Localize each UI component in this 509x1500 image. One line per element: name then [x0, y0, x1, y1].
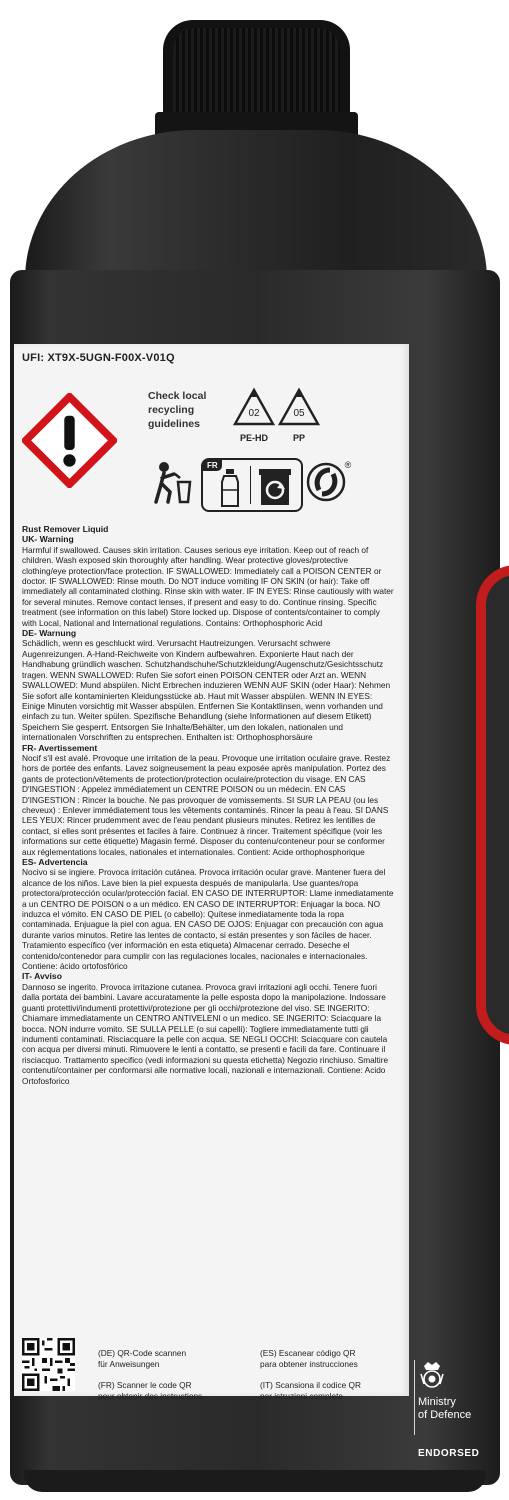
svg-text:®: ®: [344, 460, 352, 470]
mod-line-2: of Defence: [418, 1409, 472, 1421]
ufi-code: UFI: XT9X-5UGN-F00X-V01Q: [22, 352, 175, 364]
bottle-base: [24, 1470, 486, 1492]
section-body-uk: Harmful if swallowed. Causes skin irritation. Causes serious eye irritation. Keep out of reach of children. Wash exposed skin thoroughly after handling. Wear protective gloves/protective clothing/eye protection/face protection. IF SWALLOWED: Immediately call a POISON CENTER or doctor. IF SWALLOWED: Rinse mouth. Do NOT induce vomiting IF ON SKIN (or hair): Take off immediately all contaminated clothing. Rinse skin with water. IF IN EYES: Rinse cautiously with water for several minutes. Remove contact lenses, if present and easy to do. Continue rinsing. Specific treatment (see information on this label) Store locked up. Dispose of contents/container to comply with Local, National and International regulations. Contains: Orthophosphoric Acid: [22, 544, 394, 628]
section-heading-es: ES- Advertencia: [22, 857, 88, 867]
qr-text-de: (DE) QR-Code scannen für Anweisungen: [98, 1348, 187, 1369]
section-heading-de: DE- Warnung: [22, 628, 77, 639]
tidyman-icon: [150, 458, 196, 506]
section-heading-fr: FR- Avertissement: [22, 742, 98, 753]
recycle-triangle-icon: [277, 387, 321, 431]
section-heading-uk: UK- Warning: [22, 534, 74, 545]
qr-text-es: (ES) Escanear código QR para obtener instrucciones: [260, 1348, 358, 1369]
qr-text-fr: (FR) Scanner le code QR pour obtenir des instructions: [98, 1380, 203, 1401]
recycle-triangle-icon: [232, 387, 276, 431]
ghs-exclamation-hazard-icon: [22, 393, 117, 488]
recycling-bin-icon: [257, 467, 293, 507]
green-dot-icon: [306, 458, 352, 506]
section-body-it: Dannoso se ingerito. Provoca irritazione cutanea. Provoca gravi irritazioni agli occhi. Tenere fuori dalla portata dei bambini. Lavare accuratamente la pelle esposta dopo la manipolazione. Indossare guanti protettivi/indumenti protettivi/protezione per gli occhi/protezione del viso. SE INGERITO: Chiamare immediatamente un CENTRO ANTIVELENI o un medico. SE INGERITO: Sciacquare la bocca. NON indurre vomito. SE SULLA PELLE (o sui capelli): Togliere immediatamente tutti gli indumenti contaminati. Risciacquare la pelle con acqua. SE NEGLI OCCHI: Sciacquare con cautela con acqua per diversi minuti. Rimuovere le lenti a contatto, se presenti e facili da fare. Continuare il risciacquo. Trattamento specifico (vedi informazioni su questa etichetta) Negozio rinchiuso. Smaltire contenuti/container per conformarsi alle normative locali, nazionali e internazionali. Contiene: Acido Ortofosforico: [22, 981, 389, 1086]
qr-text-it: (IT) Scansiona il codice QR per istruzioni complete: [260, 1380, 361, 1401]
bottle-shoulder: [25, 130, 487, 280]
red-front-label-edge: [476, 565, 509, 1045]
endorsed-label: ENDORSED: [418, 1448, 480, 1459]
qr-code: [22, 1338, 75, 1391]
section-body-es: Nocivo si se ingiere. Provoca irritación cutánea. Provoca irritación ocular grave. Mantener fuera del alcance de los niños. Lave bien la piel expuesta después de manipularla. Use guantes/ropa protectora/protección ocular/protección facial. EN CASO DE INTERRUPTOR: Llame inmediatamente a un CENTRO DE POISON o a un médico. EN CASO DE INTERRUPTOR: Enjuagar la boca. NO induzca el vómito. EN CASO DE PIEL (o cabello): Quítese inmediatamente toda la ropa contaminada. Enjuague la piel con agua. EN CASO DE OJOS: Enjuagar con precaución con agua durante varios minutos. Retire las lentes de contacto, si están presentes y son fáciles de hacer. Tratamiento específico (ver información en esta etiqueta) Almacenar cerrado. Deseche el contenido/contenedor para cumplir con las regulaciones locales, nacionales e internacionales. Contiene: ácido ortofosfórico: [22, 867, 394, 972]
pp-code: PP: [292, 433, 305, 443]
recycling-guidelines: Check local recycling guidelines: [148, 390, 207, 430]
section-body-de: Schädlich, wenn es geschluckt wird. Verursacht Hautreizungen. Verursacht schwere Augenreizungen. A-Hand-Reichweite von Kindern aufbewahren. Exponierte Haut nach der Handhabung gründlich waschen. Schutzhandschuhe/Schutzkleidung/Augenschutz/Gesichtsschutz tragen. WENN SWALLOWED: Rufen Sie sofort einen POISON CENTER oder Arzt an. WENN SWALLOWED: Mund abspülen. Nicht Erbrechen induzieren WENN AUF SKIN (oder Haar): Nehmen Sie sofort alle kontaminierten Kleidungsstücke ab. Haut mit Wasser abspülen. WENN IN EYES: Einige Minuten vorsichtig mit Wasser abspülen. Entfernen Sie Kontaktlinsen, wenn vorhanden und einfach zu tun. Weiter spülen. Spezifische Behandlung (siehe Informationen auf diesem Etikett) Speichern Sie gesperrt. Entsorgen Sie Inhalte/Behälter, um den lokalen, nationalen und internationalen Vorschriften zu entsprechen. Enthalten ist: Orthophosphorsäure: [22, 638, 391, 743]
product-name: Rust Remover Liquid: [22, 524, 109, 534]
pe-hd-code: PE-HD: [239, 433, 268, 443]
section-body-fr: Nocif s'il est avalé. Provoque une irritation de la peau. Provoque une irritation oculaire grave. Restez hors de portée des enfants. Lavez soigneusement la peau exposée après manipulation. Portez des gants de protection/vêtements de protection/protection oculaire/protection du visage. EN CAS D'INGESTION : Appelez immédiatement un CENTRE POISON ou un médecin. EN CAS D'INGESTION : Rincer la bouche. Ne pas provoquer de vomissements. SI SUR LA PEAU (ou les cheveux) : Enlever immédiatement tous les vêtements contaminés. Rincer la peau à l'eau. SI DANS LES YEUX: Rincer prudemment avec de l'eau pendant plusieurs minutes. Retirez les lentilles de contact, si elles sont présentes et faciles à faire. Continuez à rincer. Traitement spécifique (voir les informations sur cette étiquette) Magasin fermé. Disposer du contenu/conteneur pour se conformer aux réglementations locales, nationales et internationales. Contient: Acide orthophosphorique: [22, 752, 391, 857]
bottle-cap: [163, 20, 350, 117]
svg-text:02: 02: [248, 408, 260, 419]
fr-triman-box: [201, 458, 303, 512]
mod-line-1: Ministry: [418, 1396, 456, 1408]
section-heading-it: IT- Avviso: [22, 971, 62, 982]
bottle-icon: [215, 468, 245, 508]
hazard-text-block: [22, 524, 394, 1086]
fr-badge: FR: [203, 460, 222, 471]
svg-text:05: 05: [293, 408, 305, 419]
royal-crest-icon: [418, 1360, 446, 1390]
